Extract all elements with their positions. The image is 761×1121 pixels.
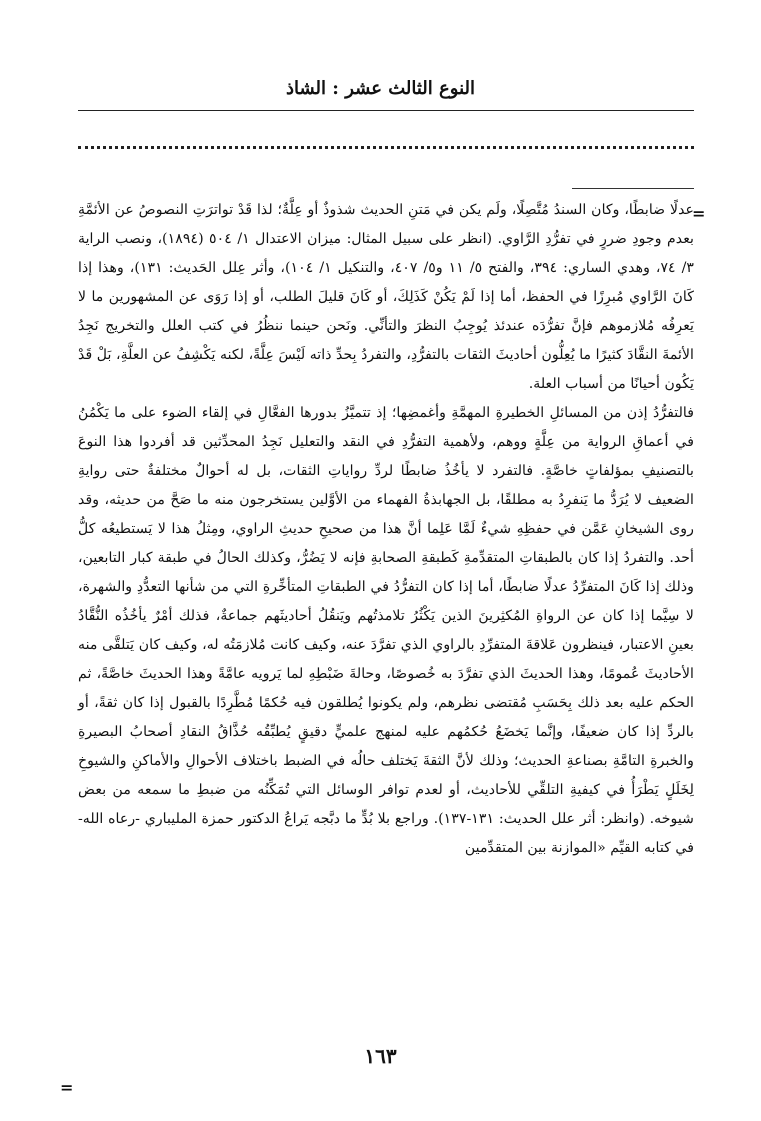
running-header-title: النوع الثالث عشر : الشاذ (286, 78, 475, 99)
dotted-separator (78, 146, 694, 149)
header-rule (78, 110, 694, 111)
footnote-continues-marker: = (60, 1078, 74, 1097)
footnote-body (78, 196, 694, 863)
footnote-paragraph: عدلًا ضابطًا، وكان السندُ مُتَّصِلًا، ولَم يكن في مَتنِ الحديث شذوذٌ أو عِلَّةٌ؛ لذا قَدْ تواترَتِ النصوصُ عن الأئمَّةِ بعدم وجودِ ضررٍ في تفرُّدِ الرَّاوي. (انظر على سبيل المثال: ميزان الاعتدال ١/ ٥٠٤ (١٨٩٤)، ونصب الراية ٣/ ٧٤، وهدي الساري: ٣٩٤، والفتح ٥/ ١١ و٥/ ٤٠٧، والتنكيل ١/ ١٠٤)، وأثر عِلل الحَديث: ١٣١)، وهذا إذا كَانَ الرَّاوي مُبرِزًا في الحفظ، أما إذا لَمْ يَكُنْ كَذَلِكَ، أو كَانَ قليلَ الطلب، أو إذا رَوَى عن المشهورين ما لا يَعرِفُه مُلازموهم فإنَّ تفرُّدَه عندئذ يُوجِبُ النظرَ والتأنِّي. ونَحن حينما ننظُرُ في كتب العلل والتخريج نَجِدُ الأئمةَ النقَّادَ كثيرًا ما يُعِلُّون أحاديثَ الثقات بالتفرُّدِ، والتفردُ بِحدِّ ذاته لَيْسَ عِلَّةً، لكنه يَكْشِفُ عن العلَّةِ، بَلْ قَدْ يَكُون أحيانًا من أسباب العلة. (78, 202, 695, 392)
footnote-continuation-marker: = (692, 204, 706, 223)
footnote-rule (572, 188, 694, 189)
footnote-paragraph: فالتفرُّدُ إذن من المسائلِ الخطيرةِ المهمَّةِ وأغمضِها؛ إذ تتميَّزُ بدورها الفعَّالِ في إلقاء الضوء على ما يَكْمُنُ في أعماقِ الرواية من عِلَّةٍ ووهم، ولأهمية التفرُّدِ في النقد والتعليل نَجِدُ المحدِّثين قد أفردوا هذا النوعَ بالتصنيفِ بمؤلفاتٍ خاصَّةٍ. فالتفرد لا يأخُذُ ضابطًا لردِّ رواياتِ الثقات، بل له أحوالٌ مختلفةٌ حتى روايةِ الضعيف لا يُرَدُّ ما يَنفرِدُ به مطلقًا، بل الجهابذةُ الفهماء من الأوَّلين يستخرجون منه ما صَحَّ من حديثه، وقد روى الشيخانِ عَمَّن في حفظِهِ شيءٌ لَمَّا عَلِما أنَّ هذا من صحيحِ حديثِ الراوي، ومِثلُ هذا لا يَستطيعُه كلُّ أحد. والتفردُ إذا كان بالطبقاتِ المتقدِّمةِ كَطبقةِ الصحابةِ فإنه لا يَضُرُّ، وكذلك الحالُ في طبقة كبار التابعين، وذلك إذا كَانَ المتفرِّدُ عدلًا ضابطًا، أما إذا كان التفرُّدُ في الطبقاتِ المتأخِّرةِ التي من شأنها التعدُّدِ والشهرة، لا سِيَّما إذا كان عن الرواةِ المُكثِرينَ الذين يَكْثُرُ تلامذتُهم ويَنقُلُ أحاديثَهم جماعةٌ، فذلك أمْرٌ يأخُذُه النُّقَّادُ بعينِ الاعتبار، فينظرون عَلاقةَ المتفرِّدِ بالراوي الذي تفرَّدَ عنه، وكيف كانت مُلازمَتُه له، وكيف كان يَتلقَّى منه الأحاديثَ عُمومًا، وهذا الحديثَ الذي تفرَّدَ به خُصوصًا، وحالةَ ضَبْطِهِ لما يَرويه عامَّةً وهذا الحديثَ خاصَّةً، ثم الحكم عليه بعد ذلك بِحَسَبِ مُقتضى نظرهم، ولم يكونوا يُطلقون فيه حُكمًا مُطَّرِدًا بالقبول إذا كان ثقةً، أو بالردِّ إذا كان ضعيفًا، وإنَّما يَخضَعُ حُكمُهم عليه لمنهج علميٍّ دقيقٍ يُطبِّقُه حُذَّاقُ النقادِ أصحابُ البصيرةِ والخبرةِ التامَّةِ بصناعةِ الحديث؛ وذلك لأنَّ الثقةَ يَختلف حالُه في الضبط باختلاف الأحوالِ والأماكنِ والشيوخِ لِخَلَلٍ يَطْرَأُ في كيفيةِ التلقِّي للأحاديث، أو لعدم توافر الوسائل التي تُمَكِّنُه من ضبطِ ما سمعه من بعض شيوخه. (وانظر: أثر علل الحديث: ١٣١-١٣٧). وراجع بلا بُدٍّ ما دبَّجه يَراعُ الدكتور حمزة المليباري -رعاه الله- في كتابه القيِّم «الموازنة بين المتقدِّمين (78, 405, 694, 856)
page-number: ١٦٣ (364, 1044, 397, 1068)
